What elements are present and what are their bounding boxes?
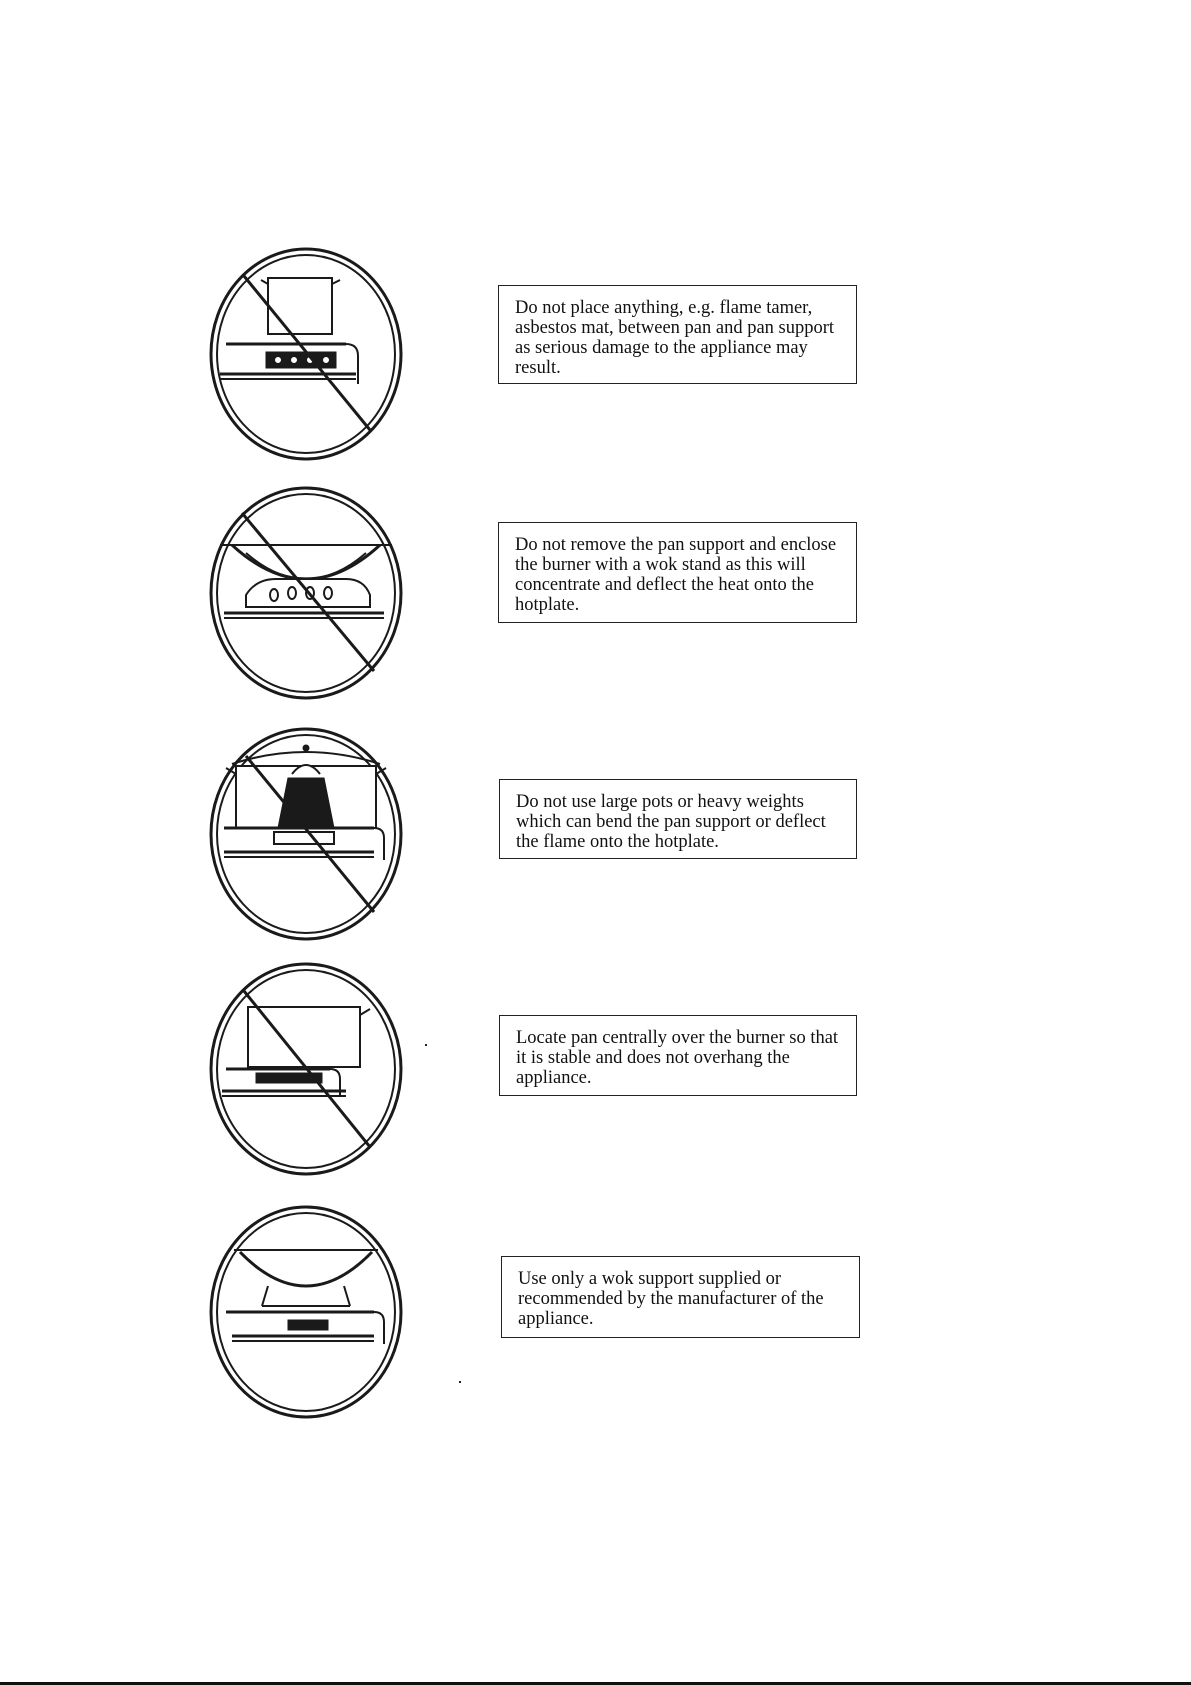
warning-text-4: Locate pan centrally over the burner so that it is stable and does not overhang the appliance. — [499, 1015, 857, 1096]
wok-support-icon — [206, 1202, 406, 1422]
warning-text-2: Do not remove the pan support and enclose the burner with a wok stand as this will concentrate and deflect the heat onto the hotplate. — [498, 522, 857, 623]
no-off-centre-pan-icon — [206, 959, 406, 1179]
no-pan-insert-icon — [206, 244, 406, 464]
warning-text-3: Do not use large pots or heavy weights which can bend the pan support or deflect the flame onto the hotplate. — [499, 779, 857, 859]
no-heavy-weight-icon — [206, 724, 406, 944]
scan-speck — [459, 1381, 461, 1383]
warning-text-1: Do not place anything, e.g. flame tamer, asbestos mat, between pan and pan support as serious damage to the appliance may result. — [498, 285, 857, 384]
scan-speck — [425, 1044, 427, 1046]
warning-text-5: Use only a wok support supplied or recommended by the manufacturer of the appliance. — [501, 1256, 860, 1338]
no-wok-stand-icon — [206, 483, 406, 703]
